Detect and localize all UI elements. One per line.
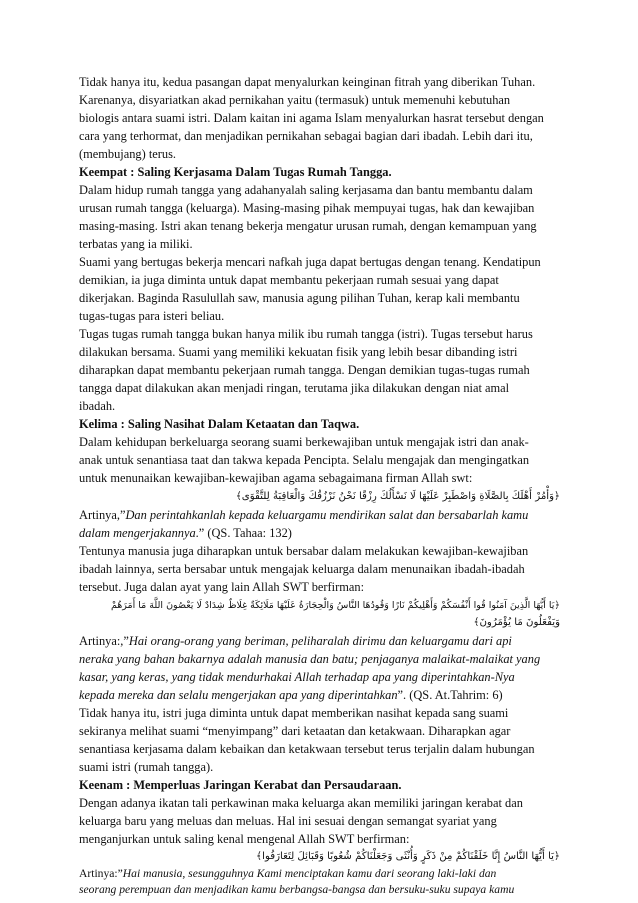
section-heading-keenam: Keenam : Memperluas Jaringan Kerabat dan Persaudaraan. [79, 778, 402, 792]
verse-reference: .” (QS. Tahaa: 132) [195, 526, 292, 540]
paragraph-line: Tugas tugas rumah tangga bukan hanya milik ibu rumah tangga (istri). Tugas tersebut harus [79, 327, 533, 341]
paragraph-line: ibadah. [79, 399, 116, 413]
paragraph-line: Dalam kehidupan berkeluarga seorang suami berkewajiban untuk mengajak istri dan anak- [79, 435, 529, 449]
paragraph-line: Tidak hanya itu, kedua pasangan dapat menyalurkan keinginan fitrah yang diberikan Tuhan. [79, 75, 536, 89]
paragraph-line: demikian, ia juga diminta untuk dapat membantu pekerjaan rumah sesuai yang dapat [79, 273, 499, 287]
translation-line: kasar, yang keras, yang tidak mendurhakai Allah terhadap apa yang diperintahkan-Nya [79, 670, 515, 684]
paragraph-line: untuk menunaikan kewajiban-kewajiban agama sebagaimana firman Allah swt: [79, 471, 473, 485]
translation-line: seorang perempuan dan menjadikan kamu berbangsa-bangsa dan bersuku-suku supaya kamu [79, 883, 515, 896]
translation-line: neraka yang bahan bakarnya adalah manusia dan batu; penjaganya malaikat-malaikat yang [79, 652, 541, 666]
paragraph-line: dilakukan bersama. Suami yang memiliki kekuatan fisik yang lebih besar dibanding istri [79, 345, 518, 359]
text-run: (membujang) terus. [79, 147, 177, 161]
paragraph-line: Karenanya, disyariatkan akad pernikahan yaitu (termasuk) untuk memenuhi kebutuhan [79, 93, 511, 107]
paragraph-line: Tentunya manusia juga diharapkan untuk bersabar dalam melakukan kewajiban-kewajiban [79, 544, 529, 558]
paragraph-line: suami istri (rumah tangga). [79, 760, 214, 774]
verse-reference: ”. (QS. At.Tahrim: 6) [397, 688, 503, 702]
translation-italic: Hai orang-orang yang beriman, peliharalah dirimu dan keluargamu dari api [128, 634, 512, 648]
paragraph-line: diharapkan dapat membantu pekerjaan rumah tangga. Dengan demikian tugas-tugas rumah [79, 363, 530, 377]
paragraph-line: ibadah lainnya, serta bersabar untuk mengajak keluarga dalam menunaikan ibadah-ibadah [79, 562, 525, 576]
translation-line [79, 866, 496, 882]
paragraph-line: tangga dapat dilakukan akan menjadi ringan, terutama jika dilakukan dengan niat amal [79, 381, 510, 395]
section-heading-kelima: Kelima : Saling Nasihat Dalam Ketaatan dan Taqwa. [79, 417, 360, 431]
paragraph-line: keluarga baru yang meluas dan meluas. Hal ini sesuai dengan semangat syariat yang [79, 814, 497, 828]
paragraph-line: anak untuk senantiasa taat dan takwa kepada Pencipta. Selalu mengajak dan mengingatkan [79, 453, 530, 467]
translation-line [79, 525, 292, 541]
arabic-verse-taha-132: ﴿وَأْمُرْ أَهْلَكَ بِالصَّلَاةِ وَاصْطَبِرْ عَلَيْهَا لَا نَسْأَلُكَ رِزْقًا نَحْنُ نَرْزُقُكَ وَالْعَاقِبَةُ لِلتَّقْوَى﴾ [235, 491, 560, 502]
paragraph-line: Suami yang bertugas bekerja mencari nafkah juga dapat bertugas dengan tenang. Kendatipun [79, 255, 541, 269]
text-run: Artinya:” [79, 867, 123, 880]
translation-italic: Dan perintahkanlah kepada keluargamu mendirikan salat dan bersabarlah kamu [125, 508, 529, 522]
paragraph-line: biologis antara suami istri. Dalam kaitan ini agama Islam menyalurkan hasrat tersebut dengan [79, 111, 544, 125]
translation-italic: Hai manusia, sesungguhnya Kami menciptakan kamu dari seorang laki-laki dan [122, 867, 497, 880]
paragraph-line: tugas-tugas para isteri beliau. [79, 309, 225, 323]
translation-line [79, 633, 512, 649]
section-heading-keempat: Keempat : Saling Kerjasama Dalam Tugas Rumah Tangga. [79, 165, 392, 179]
text-run: Artinya,” [79, 508, 126, 522]
paragraph-line: tersebut. Juga dalan ayat yang lain Allah SWT berfirman: [79, 580, 365, 594]
paragraph-line: sekiranya melihat suami “menyimpang” dari ketaatan dan ketakwaan. Diharapkan agar [79, 724, 511, 738]
paragraph-line [79, 146, 176, 162]
paragraph-line: dikerjakan. Baginda Rasulullah saw, manusia agung pilihan Tuhan, kerap kali membantu [79, 291, 520, 305]
translation-line [79, 687, 503, 703]
translation-line [79, 507, 528, 523]
paragraph-line: terbatas yang ia miliki. [79, 237, 193, 251]
translation-italic: dalam mengerjakannya [79, 526, 196, 540]
paragraph-line: senantiasa kerjasama dalam kebaikan dan ketakwaan tersebut terus terjalin dalam hubungan [79, 742, 535, 756]
paragraph-line: cara yang terhormat, dan menjadikan pernikahan sebagai bagian dari ibadah. Lebih dari itu, [79, 129, 533, 143]
arabic-verse-tahrim-6: ﴿يَا أَيُّهَا الَّذِينَ آمَنُوا قُوا أَنْفُسَكُمْ وَأَهْلِيكُمْ نَارًا وَقُودُهَا النَّاسُ وَالْحِجَارَةُ عَلَيْهَا مَلَائِكَةٌ غِلَاظٌ شِدَادٌ لَا يَعْصُونَ اللَّهَ مَا أَمَرَهُمْ [110, 600, 560, 611]
arabic-verse-hujurat-13: ﴿يَا أَيُّهَا النَّاسُ إِنَّا خَلَقْنَاكُمْ مِنْ ذَكَرٍ وَأُنْثَى وَجَعَلْنَاكُمْ شُعُوبًا وَقَبَائِلَ لِتَعَارَفُوا﴾ [256, 851, 560, 862]
paragraph-line: masing-masing. Istri akan tenang bekerja mengatur urusan rumah, dengan kemampuan yang [79, 219, 537, 233]
translation-italic: kepada mereka dan selalu mengerjakan apa yang diperintahkan [79, 688, 398, 702]
paragraph-line: urusan rumah tangga (keluarga). Masing-masing pihak mempuyai tugas, hak dan kewajiban [79, 201, 535, 215]
paragraph-line: Dalam hidup rumah tangga yang adahanyalah saling kerjasama dan bantu membantu dalam [79, 183, 533, 197]
text-run: Artinya:,” [79, 634, 129, 648]
paragraph-line: menganjurkan untuk saling kenal mengenal Allah SWT berfirman: [79, 832, 410, 846]
paragraph-line: Tidak hanya itu, istri juga diminta untuk dapat memberikan nasihat kepada sang suami [79, 706, 509, 720]
arabic-verse-tahrim-6-cont: وَيَفْعَلُونَ مَا يُؤْمَرُونَ﴾ [473, 617, 560, 628]
paragraph-line: Dengan adanya ikatan tali perkawinan maka keluarga akan memiliki jaringan kerabat dan [79, 796, 523, 810]
